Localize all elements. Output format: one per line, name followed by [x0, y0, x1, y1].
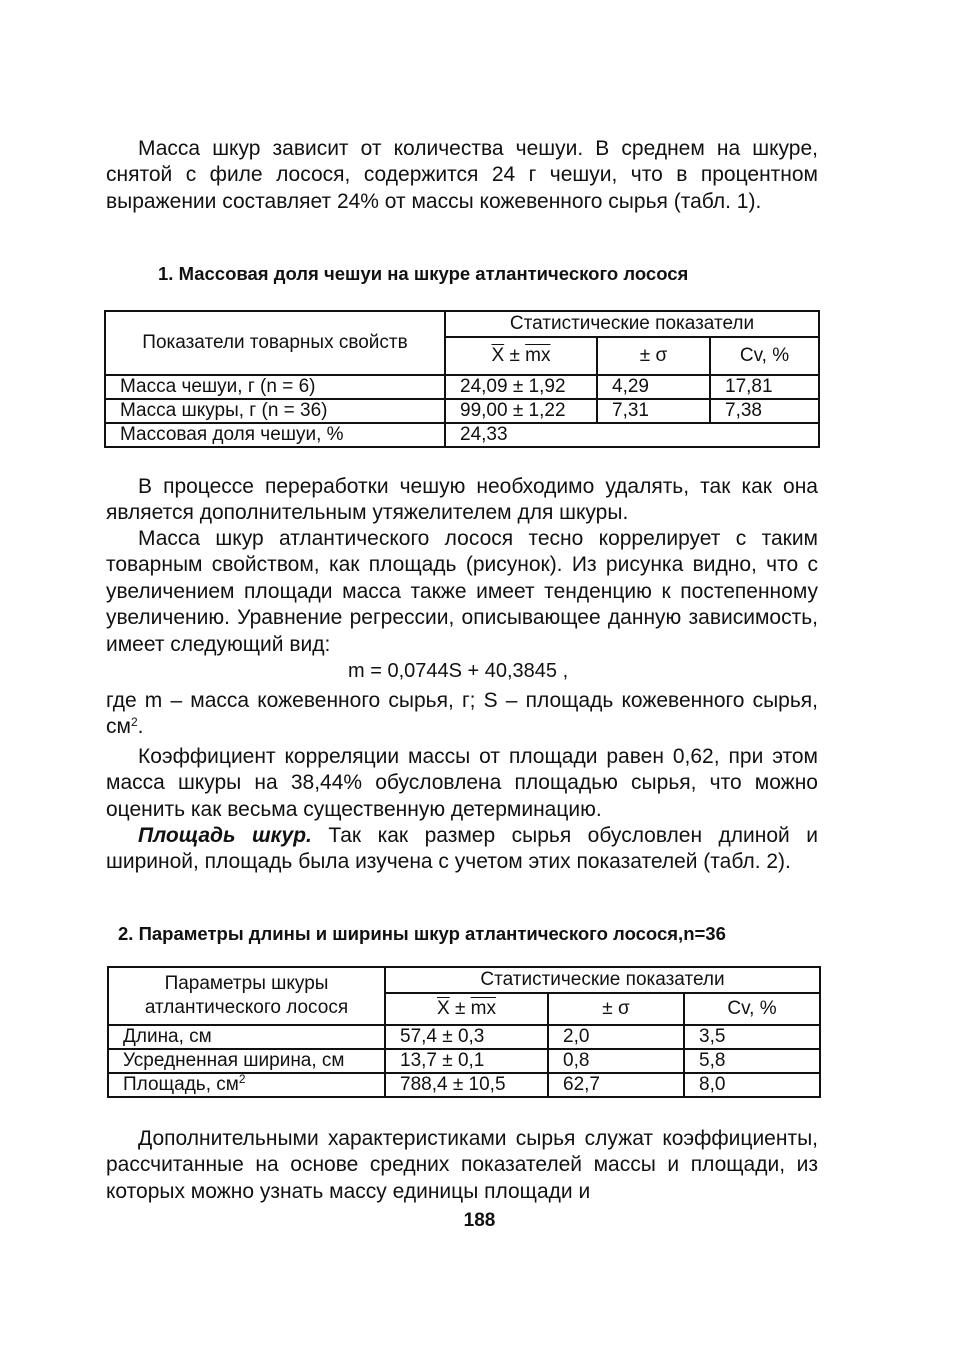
table1-row2-label: Масса шкуры, г (n = 36)	[105, 399, 445, 423]
paragraph-correlation: Масса шкур атлантического лосося тесно коррелирует с таким товарным свойством, как площадь (рисунок). Из рисунка видно, что с увеличением площади масса также имеет тенденцию к постепенному увеличению. Уравнение регрессии, описывающее данную зависимость, имеет следующий вид:	[106, 527, 818, 656]
table2-row3-mean: 788,4 ± 10,5	[385, 1073, 548, 1097]
table1-header-cv: Cv, %	[710, 337, 819, 375]
table-row	[105, 375, 819, 399]
table2	[107, 966, 821, 1098]
table1-header-stats: Статистические показатели	[445, 311, 819, 337]
table-row	[108, 1073, 820, 1097]
table2-row1-cv: 3,5	[684, 1025, 820, 1049]
table1-row1-sigma: 4,29	[597, 375, 710, 399]
table1-caption: 1. Массовая доля чешуи на шкуре атлантического лосося	[158, 263, 689, 284]
paragraph-additional: Дополнительными характеристиками сырья служат коэффициенты, рассчитанные на основе средних показателей массы и площади, из которых можно узнать массу единицы площади и	[106, 1127, 818, 1203]
regression-formula: m = 0,0744S + 40,3845 ,	[348, 660, 569, 682]
paragraph-coefficient: Коэффициент корреляции массы от площади равен 0,62, при этом масса шкуры на 38,44% обусловлена площадью сырья, что можно оценить как весьма существенную детерминацию.	[106, 745, 818, 821]
table2-header-cv: Cv, %	[684, 993, 820, 1025]
table1-row3-label: Массовая доля чешуи, %	[105, 423, 445, 447]
table2-header-params: Параметры шкуры атлантического лосося	[108, 967, 385, 1025]
table1-header-sigma: ± σ	[597, 337, 710, 375]
table2-header-mean: $\overline{X} \pm \overline{mx}$	[385, 993, 548, 1025]
table1-row1-label: Масса чешуи, г (n = 6)	[105, 375, 445, 399]
table1-row1-mean: 24,09 ± 1,92	[445, 375, 597, 399]
table1-row1-cv: 17,81	[710, 375, 819, 399]
area-heading: Площадь шкур.	[138, 824, 312, 847]
table1-row2-sigma: 7,31	[597, 399, 710, 423]
paragraph-where: где m – масса кожевенного сырья, г; S – площадь кожевенного сырья, $см^2$.	[106, 689, 818, 739]
table1-row3-mean: 24,33	[445, 423, 819, 447]
table2-row1-label: Длина, см	[108, 1025, 385, 1049]
table1-row2-mean: 99,00 ± 1,22	[445, 399, 597, 423]
table-row	[108, 1049, 820, 1073]
table2-row2-mean: 13,7 ± 0,1	[385, 1049, 548, 1073]
table2-row2-label: Усредненная ширина, см	[108, 1049, 385, 1073]
table-row	[105, 423, 819, 447]
table2-caption: 2. Параметры длины и ширины шкур атлантического лосося,n=36	[118, 923, 726, 944]
table1-header-mean: $\overline{X} \pm \overline{mx}$	[445, 337, 597, 375]
table2-header-sigma: ± σ	[548, 993, 684, 1025]
page-number: 188	[463, 1210, 496, 1231]
paragraph-processing: В процессе переработки чешую необходимо удалять, так как она является дополнительным утяжелителем для шкуры.	[106, 475, 818, 525]
table2-row3-label: Площадь, $см^2$	[108, 1073, 385, 1097]
table-row	[105, 399, 819, 423]
paragraph-scale-mass: Масса шкур зависит от количества чешуи. В среднем на шкуре, снятой с филе лосося, содержится 24 г чешуи, что в процентном выражении составляет 24% от массы кожевенного сырья (табл. 1).	[106, 137, 818, 213]
table2-row3-cv: 8,0	[684, 1073, 820, 1097]
table2-header-stats: Статистические показатели	[385, 967, 820, 993]
table2-row2-sigma: 0,8	[548, 1049, 684, 1073]
table2-row2-cv: 5,8	[684, 1049, 820, 1073]
table1-row2-cv: 7,38	[710, 399, 819, 423]
table2-row1-mean: 57,4 ± 0,3	[385, 1025, 548, 1049]
table2-row3-sigma: 62,7	[548, 1073, 684, 1097]
table2-row1-sigma: 2,0	[548, 1025, 684, 1049]
table1-header-properties: Показатели товарных свойств	[105, 311, 445, 375]
paragraph-area: Площадь шкур. Так как размер сырья обусловлен длиной и шириной, площадь была изучена с учетом этих показателей (табл. 2).	[106, 824, 818, 874]
table-row	[108, 1025, 820, 1049]
table1	[104, 310, 820, 448]
